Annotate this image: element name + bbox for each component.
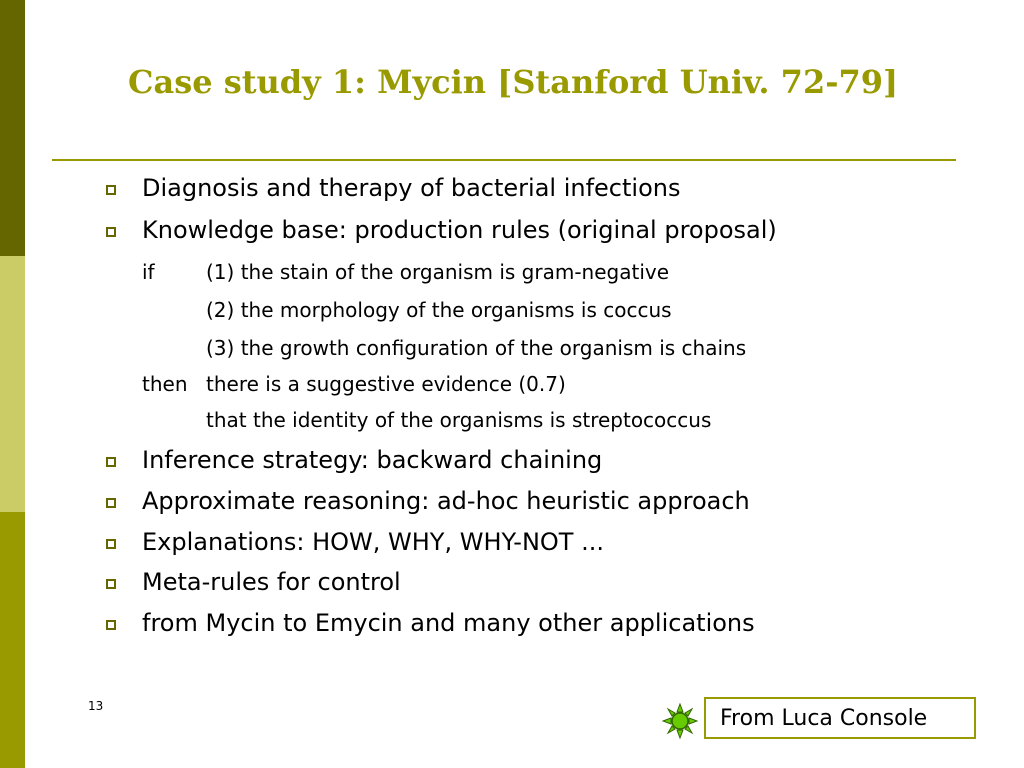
page-number: 13	[88, 699, 104, 713]
rule-then-keyword: then	[142, 372, 188, 396]
bullet-text: Explanations: HOW, WHY, WHY-NOT ...	[142, 528, 604, 556]
bullet-text: from Mycin to Emycin and many other applications	[142, 609, 755, 637]
square-bullet-icon	[106, 498, 116, 508]
bullet-text: Meta-rules for control	[142, 568, 401, 596]
slide-title: Case study 1: Mycin [Stanford Univ. 72-79]	[128, 63, 899, 101]
square-bullet-icon	[106, 579, 116, 589]
bullet-text: Inference strategy: backward chaining	[142, 446, 603, 474]
rule-condition: (3) the growth configuration of the organism is chains	[206, 336, 747, 360]
bullet-text: Approximate reasoning: ad-hoc heuristic approach	[142, 487, 750, 515]
credit-text: From Luca Console	[720, 706, 928, 731]
rule-if-keyword: if	[142, 260, 155, 284]
square-bullet-icon	[106, 539, 116, 549]
square-bullet-icon	[106, 457, 116, 467]
square-bullet-icon	[106, 620, 116, 630]
rule-conclusion: there is a suggestive evidence (0.7)	[206, 372, 566, 396]
bullet-text: Knowledge base: production rules (original proposal)	[142, 216, 777, 244]
bullet-text: Diagnosis and therapy of bacterial infections	[142, 174, 681, 202]
square-bullet-icon	[106, 227, 116, 237]
sidebar-band-bottom	[0, 512, 25, 768]
sidebar-band-top	[0, 0, 25, 256]
sun-icon	[662, 703, 698, 739]
credit-box	[704, 697, 976, 739]
rule-condition: (1) the stain of the organism is gram-negative	[206, 260, 670, 284]
rule-conclusion: that the identity of the organisms is streptococcus	[206, 408, 712, 432]
square-bullet-icon	[106, 185, 116, 195]
sidebar-band-middle	[0, 256, 25, 512]
rule-condition: (2) the morphology of the organisms is coccus	[206, 298, 672, 322]
title-divider	[52, 159, 956, 161]
